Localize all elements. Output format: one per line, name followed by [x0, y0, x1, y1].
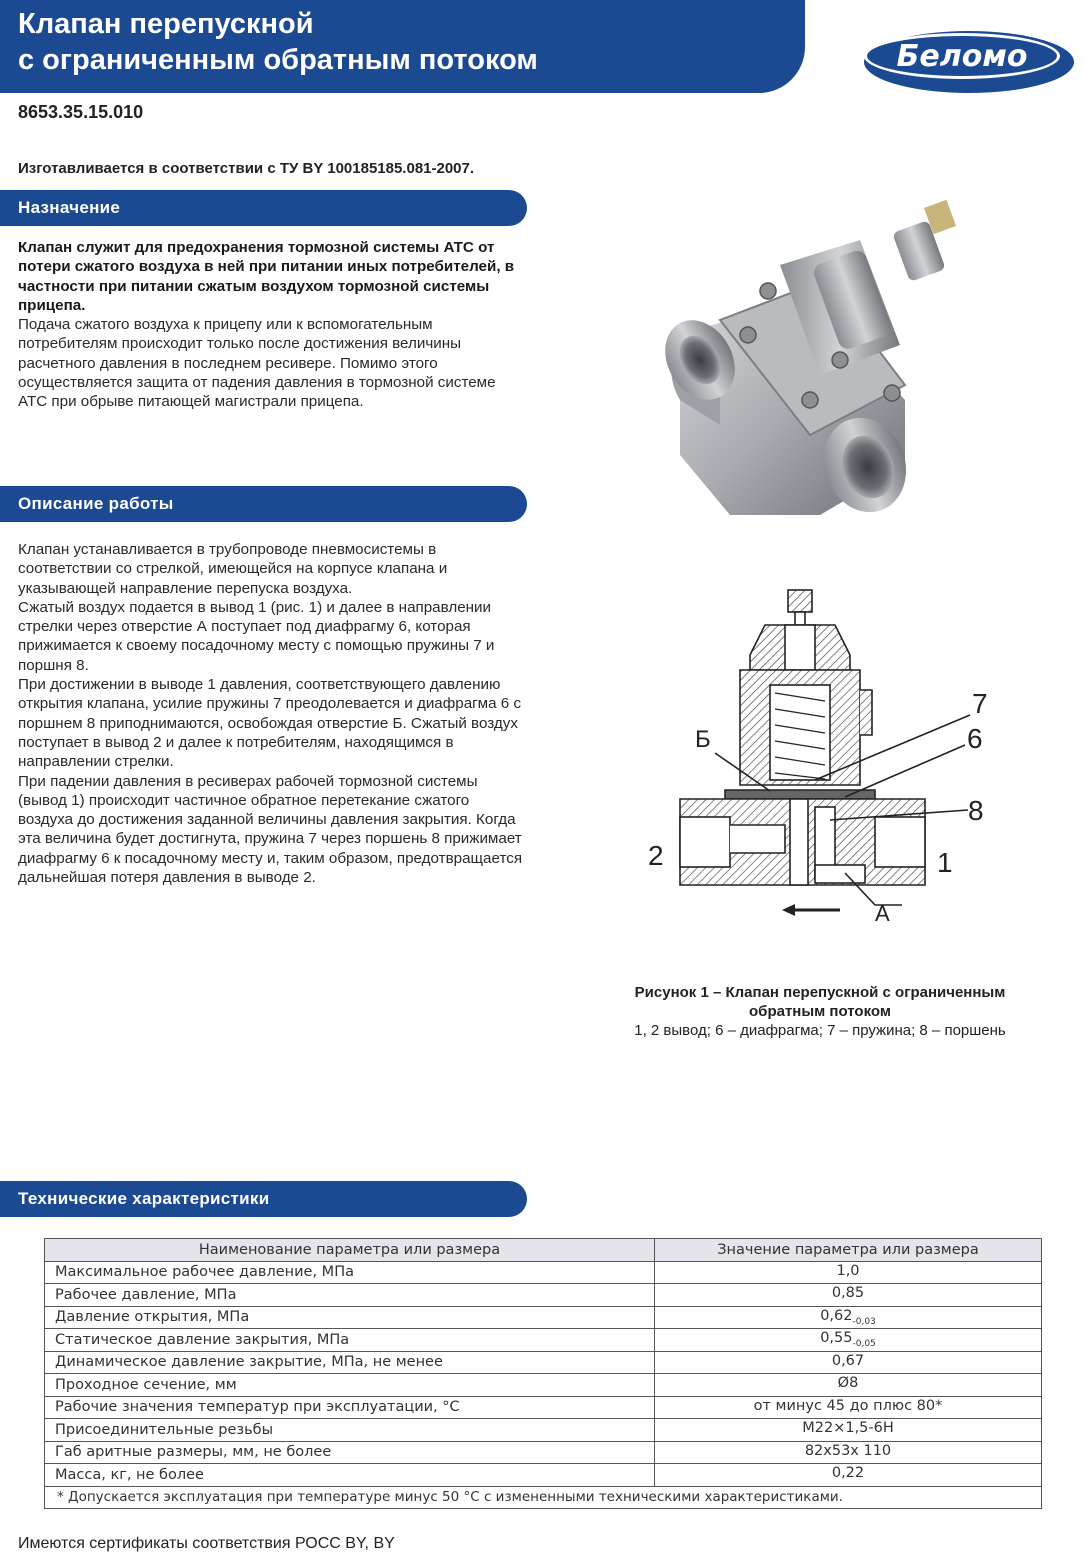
operation-paragraph: При падении давления в ресиверах рабочей тормозной системы (вывод 1) происходит частичное обратное перетекание сжатого воздуха до достижения заданной величины давления закрытия. Когда эта величина будет достигнута, пружина 7 через поршень 8 прижимает диафрагму 6 к посадочному месту и, таким образом, предотвращается дальнейшая потеря давления в выводе 2. — [18, 772, 523, 887]
valve-photo — [660, 195, 960, 530]
standard-note: Изготавливается в соответствии с ТУ BY 100185185.081-2007. — [18, 160, 475, 177]
certificates-note: Имеются сертификаты соответствия РОСС BY, BY — [18, 1535, 395, 1552]
param-name: Рабочее давление, МПа — [45, 1284, 655, 1307]
part-number: 8653.35.15.010 — [18, 102, 144, 122]
param-value: 0,22 — [655, 1464, 1042, 1487]
section-bar-specs — [0, 1181, 527, 1217]
param-name: Рабочие значения температур при эксплуатации, °С — [45, 1396, 655, 1419]
label-a: А — [875, 901, 890, 926]
page-title — [18, 6, 538, 78]
param-name: Статическое давление закрытия, МПа — [45, 1329, 655, 1352]
brand-logo — [862, 26, 1076, 96]
param-name: Масса, кг, не более — [45, 1464, 655, 1487]
table-row — [45, 1464, 1042, 1487]
section-bar-purpose — [0, 190, 527, 226]
param-value: $0,55_{-0,05}$ — [655, 1329, 1042, 1352]
table-row — [45, 1261, 1042, 1284]
param-value: 0,67 — [655, 1351, 1042, 1374]
label-1: 1 — [937, 847, 953, 878]
param-value: $0,62_{-0,03}$ — [655, 1306, 1042, 1329]
operation-paragraph: Клапан устанавливается в трубопроводе пневмосистемы в соответствии со стрелкой, имеющейся на корпусе клапана и указывающей направление перепуска воздуха. — [18, 541, 448, 597]
table-row — [45, 1306, 1042, 1329]
param-name: Габ аритные размеры, мм, не более — [45, 1441, 655, 1464]
operation-paragraph: При достижении в выводе 1 давления, соответствующего давлению открытия клапана, усилие пружины 7 преодолевается и диафрагма 6 с поршнем 8 приподнимаются, освобождая отверстие Б. Сжатый воздух поступает в вывод 2 и далее к потребителям, находящимся в направлении стрелки. — [18, 676, 522, 771]
valve-section-diagram — [640, 585, 1000, 930]
section-heading-specs: Технические характеристики — [18, 1189, 270, 1208]
specs-table — [44, 1238, 1042, 1509]
title-line-1: Клапан перепускной — [18, 8, 314, 40]
column-header-value: Значение параметра или размера — [655, 1239, 1042, 1262]
param-name: Давление открытия, МПа — [45, 1306, 655, 1329]
header-banner — [0, 0, 805, 93]
table-footnote-row — [45, 1486, 1042, 1509]
title-line-2: с ограниченным обратным потоком — [18, 44, 538, 76]
table-row — [45, 1284, 1042, 1307]
purpose-bold-text: Клапан служит для предохранения тормозной системы АТС от потери сжатого воздуха в ней при питании иных потребителей, в частности при питании сжатым воздухом тормозной системы прицепа. — [18, 239, 515, 314]
figure-caption-title: Рисунок 1 – Клапан перепускной с ограниченным обратным потоком — [634, 984, 1006, 1020]
param-name: Динамическое давление закрытие, МПа, не менее — [45, 1351, 655, 1374]
section-heading-purpose: Назначение — [18, 198, 121, 217]
table-row — [45, 1351, 1042, 1374]
table-header-row — [45, 1239, 1042, 1262]
table-row — [45, 1329, 1042, 1352]
purpose-body-text: Подача сжатого воздуха к прицепу или к вспомогательным потребителям происходит только после достижения величины расчетного давления в последнем ресивере. Помимо этого осуществляется защита от падения давления в тормозной системе АТС при обрыве питающей магистрали прицепа. — [18, 316, 496, 411]
table-row — [45, 1374, 1042, 1397]
param-name: Проходное сечение, мм — [45, 1374, 655, 1397]
param-name: Присоединительные резьбы — [45, 1419, 655, 1442]
table-row — [45, 1441, 1042, 1464]
section-bar-operation — [0, 486, 527, 522]
section-heading-operation: Описание работы — [18, 494, 174, 513]
figure-caption-legend: 1, 2 вывод; 6 – диафрагма; 7 – пружина; 8 – поршень — [634, 1022, 1006, 1039]
param-name: Максимальное рабочее давление, МПа — [45, 1261, 655, 1284]
param-value: М22×1,5-6Н — [655, 1419, 1042, 1442]
column-header-name: Наименование параметра или размера — [45, 1239, 655, 1262]
param-value: 0,85 — [655, 1284, 1042, 1307]
label-6: 6 — [967, 723, 983, 754]
figure-caption — [600, 983, 1040, 1040]
label-2: 2 — [648, 840, 664, 871]
label-b: Б — [695, 726, 711, 753]
label-7: 7 — [972, 688, 988, 719]
param-value: Ø8 — [655, 1374, 1042, 1397]
table-row — [45, 1419, 1042, 1442]
param-value: 1,0 — [655, 1261, 1042, 1284]
label-8: 8 — [968, 795, 984, 826]
table-row — [45, 1396, 1042, 1419]
param-value: от минус 45 до плюс 80* — [655, 1396, 1042, 1419]
operation-paragraph: Сжатый воздух подается в вывод 1 (рис. 1) и далее в направлении стрелки через отверстие А поступает под диафрагму 6, которая прижимается к своему посадочному месту с помощью пружины 7 и поршня 8. — [18, 598, 495, 674]
table-footnote: * Допускается эксплуатация при температуре минус 50 °С с измененными техническими характеристиками. — [45, 1486, 1042, 1509]
purpose-text — [18, 238, 528, 412]
brand-logo-text: Беломо — [896, 39, 1028, 74]
operation-text — [18, 540, 528, 887]
param-value: 82х53х 110 — [655, 1441, 1042, 1464]
